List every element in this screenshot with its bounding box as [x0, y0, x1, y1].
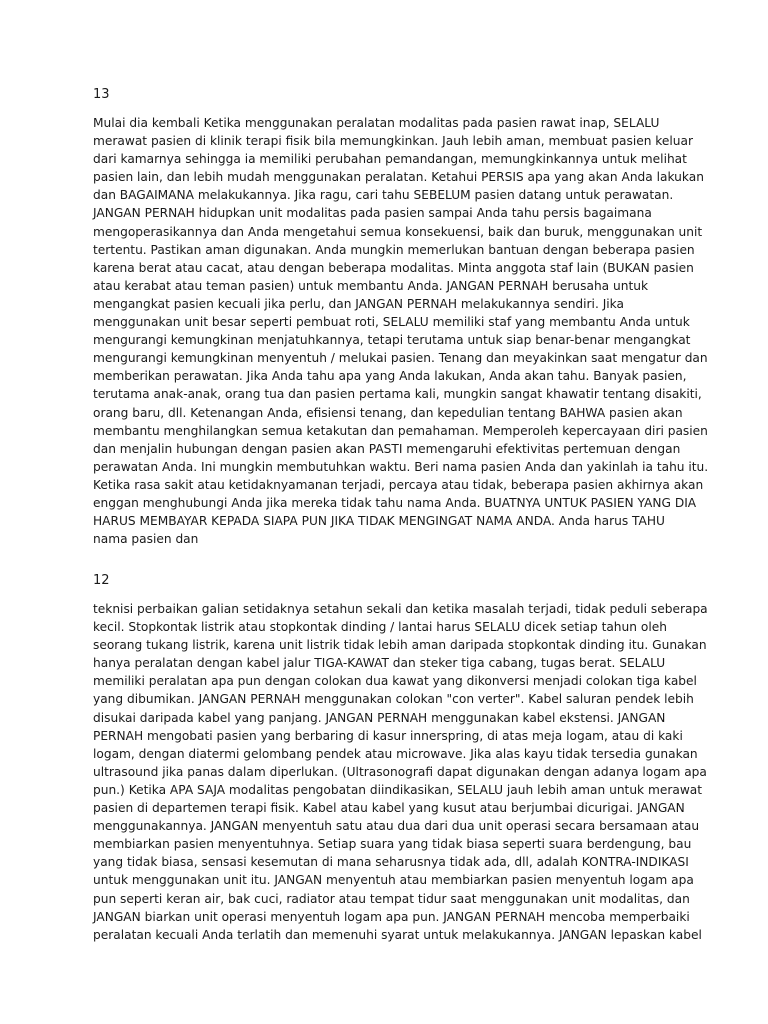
text-line: yang dibumikan. JANGAN PERNAH menggunakan colokan "con verter". Kabel saluran pendek lebih [93, 692, 694, 707]
text-line: seorang tukang listrik, karena unit listrik tidak lebih aman daripada stopkontak dinding itu. Gunakan [93, 638, 707, 653]
text-line: membiarkan pasien menyentuhnya. Setiap suara yang tidak biasa seperti suara berdengung, bau [93, 837, 692, 852]
text-line: disukai daripada kabel yang panjang. JANGAN PERNAH menggunakan kabel ekstensi. JANGAN [93, 710, 666, 725]
section-page-13 [93, 86, 709, 548]
text-line: dari kamarnya sehingga ia memiliki perubahan pemandangan, memungkinkannya untuk melihat [93, 152, 687, 167]
text-line: pasien lain, dan lebih mudah menggunakan peralatan. Ketahui PERSIS apa yang akan Anda lakukan [93, 170, 704, 185]
text-line: perawatan Anda. Ini mungkin membutuhkan waktu. Beri nama pasien Anda dan yakinlah ia tahu itu. [93, 459, 709, 474]
text-line: pun.) Ketika APA SAJA modalitas pengobatan diindikasikan, SELALU jauh lebih aman untuk merawat [93, 782, 703, 797]
text-line: ultrasound jika panas dalam diperlukan. (Ultrasonografi dapat digunakan dengan adanya logam apa [93, 764, 707, 779]
text-line: untuk menggunakan unit itu. JANGAN menyentuh atau membiarkan pasien menyentuh logam apa [93, 873, 694, 888]
text-line: logam, dengan diatermi gelombang pendek atau microwave. Jika alas kayu tidak tersedia gunakan [93, 746, 698, 761]
text-line: atau kerabat atau teman pasien) untuk membantu Anda. JANGAN PERNAH berusaha untuk [93, 278, 649, 293]
text-line: Mulai dia kembali Ketika menggunakan peralatan modalitas pada pasien rawat inap, SELALU [93, 116, 660, 130]
text-line: terutama anak-anak, orang tua dan pasien pertama kali, mungkin sangat khawatir tentang disakiti, [93, 387, 702, 402]
text-line: dan BAGAIMANA melakukannya. Jika ragu, cari tahu SEBELUM pasien datang untuk perawatan. [93, 188, 674, 203]
section-page-12 [93, 572, 708, 944]
text-line: dan menjalin hubungan dengan pasien akan PASTI memengaruhi efektivitas pertemuan dengan [93, 441, 681, 456]
text-line: karena berat atau cacat, atau dengan beberapa modalitas. Minta anggota staf lain (BUKAN pasien [93, 260, 694, 275]
text-line: HARUS MEMBAYAR KEPADA SIAPA PUN JIKA TIDAK MENGINGAT NAMA ANDA. Anda harus TAHU [93, 514, 665, 529]
text-line: pasien di departemen terapi fisik. Kabel atau kabel yang kusut atau berjumbai dicurigai. JANGAN [93, 801, 685, 816]
page-number: 13 [93, 87, 110, 102]
text-line: menggunakan unit besar seperti pembuat roti, SELALU memiliki staf yang membantu Anda untuk [93, 315, 690, 330]
text-line: JANGAN PERNAH hidupkan unit modalitas pada pasien sampai Anda tahu persis bagaimana [93, 206, 652, 221]
text-line: memiliki peralatan apa pun dengan colokan dua kawat yang dikonversi menjadi colokan tiga kabel [93, 674, 697, 689]
text-line: yang tidak biasa, sensasi kesemutan di mana seharusnya tidak ada, dll, adalah KONTRA-INDIKASI [93, 855, 689, 870]
text-line: enggan menghubungi Anda jika mereka tidak tahu nama Anda. BUATNYA UNTUK PASIEN YANG DIA [93, 495, 697, 510]
text-line: mengangkat pasien kecuali jika perlu, dan JANGAN PERNAH melakukannya sendiri. Jika [93, 296, 624, 311]
body-paragraph [93, 114, 709, 548]
body-paragraph [93, 600, 708, 944]
text-line: nama pasien dan [93, 532, 199, 547]
text-line: peralatan kecuali Anda terlatih dan memenuhi syarat untuk melakukannya. JANGAN lepaskan kabel [93, 927, 702, 942]
page-number: 12 [93, 573, 110, 588]
text-line: tertentu. Pastikan aman digunakan. Anda mungkin memerlukan bantuan dengan beberapa pasien [93, 242, 695, 257]
text-line: mengurangi kemungkinan menyentuh / melukai pasien. Tenang dan meyakinkan saat mengatur dan [93, 351, 708, 366]
text-line: orang baru, dll. Ketenangan Anda, efisiensi tenang, dan kepedulian tentang BAHWA pasien akan [93, 405, 683, 420]
text-line: JANGAN biarkan unit operasi menyentuh logam apa pun. JANGAN PERNAH mencoba memperbaiki [93, 909, 690, 924]
text-line: menggunakannya. JANGAN menyentuh satu atau dua dari dua unit operasi secara bersamaan atau [93, 819, 700, 834]
text-line: pun seperti keran air, bak cuci, radiator atau tempat tidur saat menggunakan unit modalitas, dan [93, 891, 690, 906]
text-line: Ketika rasa sakit atau ketidaknyamanan terjadi, percaya atau tidak, beberapa pasien akhirnya akan [93, 477, 704, 492]
text-line: membantu menghilangkan semua ketakutan dan pemahaman. Memperoleh kepercayaan diri pasien [93, 423, 708, 438]
text-line: PERNAH mengobati pasien yang berbaring di kasur innerspring, di atas meja logam, atau di kaki [93, 728, 683, 743]
text-line: kecil. Stopkontak listrik atau stopkontak dinding / lantai harus SELALU dicek setiap tahun oleh [93, 620, 667, 635]
text-line: hanya peralatan dengan kabel jalur TIGA-KAWAT dan steker tiga cabang, tugas berat. SELALU [93, 656, 666, 671]
text-line: mengoperasikannya dan Anda mengetahui semua konsekuensi, baik dan buruk, menggunakan unit [93, 224, 703, 239]
text-line: merawat pasien di klinik terapi fisik bila memungkinkan. Jauh lebih aman, membuat pasien keluar [93, 134, 694, 149]
text-line: mengurangi kemungkinan menjatuhkannya, tetapi terutama untuk siap benar-benar mengangkat [93, 333, 691, 348]
text-line: memberikan perawatan. Jika Anda tahu apa yang Anda lakukan, Anda akan tahu. Banyak pasien, [93, 369, 687, 384]
text-line: teknisi perbaikan galian setidaknya setahun sekali dan ketika masalah terjadi, tidak peduli seberapa [93, 602, 708, 616]
